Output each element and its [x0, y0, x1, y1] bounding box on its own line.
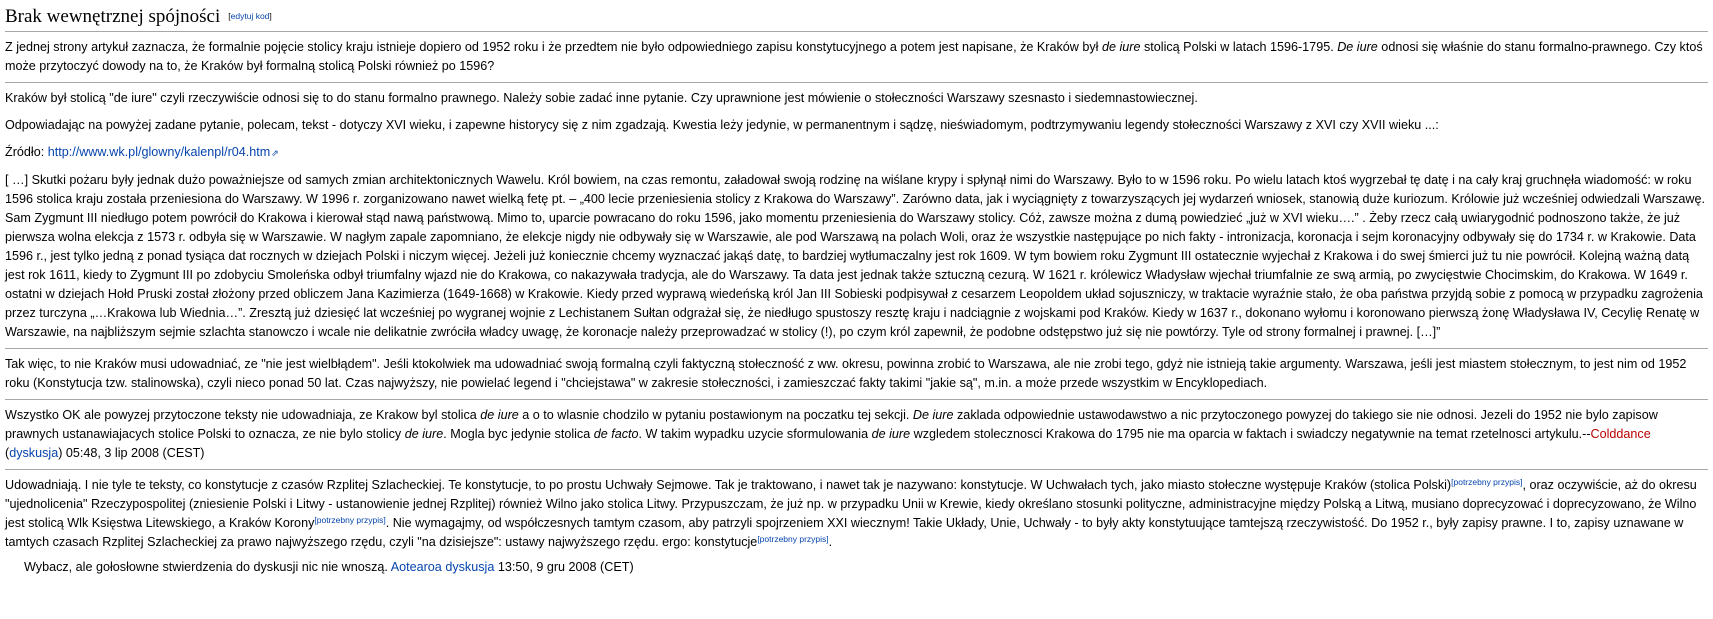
edit-source-link[interactable]: edytuj kod [230, 11, 270, 21]
reply-comment: Wybacz, ale gołosłowne stwierdzenia do dyskusji nic nie wnoszą. Aotearoa dyskusja 13:50, 9 gru 2008 (CET) [24, 560, 634, 574]
comment-text: Odpowiadając na powyżej zadane pytanie, polecam, tekst - dotyczy XVI wieku, i zapewne historycy się z nim zgadzają. Kwestia leży jedynie, w permanentnym i sądzę, nieświadomym, podtrzymywaniu legendy stołeczności Warszawy z XVI czy XVII wieku ...: [5, 118, 1439, 132]
source-line: Źródło: http://www.wk.pl/glowny/kalenpl/r04.htm ⇗ [5, 143, 1708, 163]
comment-text: Tak więc, to nie Kraków musi udowadniać, ze "nie jest wielbłądem". Jeśli ktokolwiek ma udowadniać swoją formalną czyli faktyczną stołeczność z ww. okresu, powinna zrobić to Warszawa, ale nie zrobi tego, gdyż nie istnieją takie argumenty. Warszawa, jeśli jest miastem stołecznym, to jest nim od 1952 roku (Konstytucja tzw. stalinowska), czyli nieco ponad 50 lat. Czas najwyższy, nie powielać legend i "chciejstawa" w zakresie stołeczności, i zamieszczać fakty takimi "jakie są", m.in. a może przede wszystkim w Encyklopediach. [5, 357, 1687, 390]
section-title: Brak wewnętrznej spójności [5, 6, 221, 27]
comment-text: Wszystko OK ale powyzej przytoczone teksty nie udowadniaja, ze Krakow byl stolica de iure a o to wlasnie chodzilo w pytaniu postawionym na poczatku tej sekcji. De iure zaklada odpowiednie ustawodawstwo a nic przytoczonego powyzej do takiego sie nie odnosi. Jezeli do 1952 nie bylo zapisow prawnych ustanawiajacych stolice Polski to oznacza, ze nie bylo stolicy de iure. Mogla byc jedynie stolica de facto. W takim wypadku uzycie sformulowania de iure wzgledem stolecznosci Krakowa do 1795 nie ma oparcia w faktach i swiadczy negatywnie na temat rzetelnosci artykulu.--Colddance (dyskusja) 05:48, 3 lip 2008 (CEST) [5, 408, 1658, 460]
comment-4 [5, 400, 1708, 470]
quoted-text: [ …] Skutki pożaru były jednak dużo poważniejsze od samych zmian architektonicznych Wawelu. Król bowiem, na czas remontu, załadował swoją rodzinę na wiślane krypy i spłynął nimi do Warszawy. Było to w 1596 roku. Po wielu latach ktoś wygrzebał tę datę i na cały kraj gruchnęła wiadomość: w roku 1596 stolica kraju została przeniesiona do Warszawy. W 1996 r. zorganizowano nawet wielką fetę pt. – „400 lecie przeniesienia stolicy z Krakowa do Warszawy”. Zarówno data, jak i wyciągnięty z towarzyszących jej wydarzeń wniosek, stanowią duże kuriozum. Królowie już wcześniej odwiedzali Warszawę. Sam Zygmunt III niedługo potem powrócił do Krakowa i kierował stąd nawą państwową. Mimo to, uparcie powracano do roku 1596, jako momentu przeniesienia do Warszawy stolicy. Cóż, zawsze można z dumą powiedzieć „już w XVI wieku….” . Żeby rzecz całą uwiarygodnić podnoszono także, że już pierwsza wolna elekcja z 1573 r. odbyła się w Warszawie. W nagłym zapale zapomniano, że elekcje nigdy nie odbywały się w Warszawie, ale pod Warszawą na polach Woli, oraz że wszystkie następujące po nich fakty - intronizacja, koronacja i sejm koronacyjny odbywały się do 1734 r. w Krakowie. Data 1596 r., jest tylko jedną z ponad tysiąca dat rocznych w dziejach Polski i niczym więcej. Jeżeli już koniecznie chcemy wyznaczać jakąś datę, to bardziej wytłumaczalny jest rok 1609. W tym bowiem roku Zygmunt III ostatecznie wyjechał z Krakowa i do swej śmierci już tu nie powrócił. Kolejną ważną datą jest rok 1611, kiedy to Zygmunt III po zdobyciu Smoleńska odbył triumfalny wjazd nie do Krakowa, co nakazywała tradycja, ale do Warszawy. Ta data jest jednak także sztuczną cezurą. W 1621 r. królewicz Władysław wjechał triumfalnie ze swą armią, po zwycięstwie Chocimskim, do Krakowa. W 1649 r. ostatni w dziejach Hołd Pruski został złożony przed obliczem Jana Kazimierza (1649-1668) w Krakowie. Kiedy przed wyprawą wiedeńską król Jan III Sobieski podpisywał z cesarzem Leopoldem układ sojuszniczy, w traktacie wyraźnie stało, że oba państwa przyjdą sobie z pomocą w przypadku zagrożenia przez turczyna „…Krakowa lub Wiednia…”. Zresztą już dziesięć lat wcześniej po wygranej wojnie z Lechistanem Sułtan odgrażał się, że niedługo spustoszy resztę kraju i nadciągnie z wojskami pod Kraków. Kiedy w 1637 r., dokonano wyłomu i koronowano pierwszą żonę Władysława IV, Cecylię Renatę w Warszawie, na najbliższym sejmie szlachta stanowczo i wcale nie delikatnie zwróciła władcy uwagę, że koronacje należy przeprowadzać w stolicy (!), po czym król zapewnił, że podobne odstępstwo już się nie powtórzy. Tyle od strony formalnej i prawnej. […]” [5, 173, 1705, 339]
comment-5 [5, 470, 1708, 577]
section-heading [5, 4, 1708, 32]
user-talk-link[interactable]: dyskusja [445, 560, 495, 574]
user-link-colddance[interactable]: Colddance [1590, 427, 1651, 441]
comment-2 [5, 83, 1708, 349]
citation-needed-link[interactable]: [potrzebny przypis] [1451, 477, 1523, 487]
comment-3 [5, 349, 1708, 400]
comment-1 [5, 32, 1708, 83]
signature-timestamp: ) 05:48, 3 lip 2008 (CEST) [58, 446, 205, 460]
citation-needed-link[interactable]: [potrzebny przypis] [757, 534, 829, 544]
comment-text: Udowadniają. I nie tyle te teksty, co konstytucje z czasów Rzplitej Szlacheckiej. Te konstytucje, to po prostu Uchwały Sejmowe. Tak je traktowano, i nawet tak je nazywano: konstytucje. W Uchwałach tych, jako miasto stołeczne występuje Kraków (stolica Polski)[potrzebny przypis], oraz oczywiście, aż do okresu "ujednolicenia" Rzeczypospolitej (zniesienie Polski i Litwy - ustanowienie jednej Rzplitej) również Wilno jako stolica Litwy. Przypuszczam, że już np. w przypadku Unii w Krewie, kiedy określano stosunki polityczne, administracyjne między Polską a Litwą, musiano doprecyzować i doprecyzowano, że Wilno jest stolicą Wlk Księstwa Litewskiego, a Kraków Korony[potrzebny przypis]. Nie wymagajmy, od współczesnych tamtym czasom, aby patrzyli spojrzeniem XXI wiecznym! Takie Układy, Unie, Uchwały - to były akty konstytuujące tamtejszą rzeczywistość. Do 1952 r., były zapisy prawne. I to, zapisy uznawane w tamtych czasach Rzplitej Szlacheckiej za prawo najwyższego rzędu, czyli "na dzisiejsze": ustawy najwyższego rzędu. ergo: konstytucje[potrzebny przypis]. [5, 477, 1697, 549]
user-link-aotearoa[interactable]: Aotearoa [390, 560, 442, 574]
edit-section: [edytuj kod] [228, 11, 272, 21]
user-talk-link[interactable]: dyskusja [9, 446, 59, 460]
signature-timestamp: 13:50, 9 gru 2008 (CET) [494, 560, 634, 574]
comment-text: Z jednej strony artykuł zaznacza, że formalnie pojęcie stolicy kraju istnieje dopiero od 1952 roku i że przedtem nie było odpowiedniego zapisu konstytucyjnego a potem jest napisane, że Kraków był de iure stolicą Polski w latach 1596-1795. De iure odnosi się właśnie do stanu formalno-prawnego. Czy ktoś może przytoczyć dowody na to, że Kraków był formalną stolicą Polski również po 1596? [5, 40, 1703, 73]
citation-needed-link[interactable]: [potrzebny przypis] [314, 515, 386, 525]
comment-text: Kraków był stolicą "de iure" czyli rzeczywiście odnosi się to do stanu formalno prawnego. Należy sobie zadać inne pytanie. Czy uprawnione jest mówienie o stołeczności Warszawy szesnasto i siedemnastowiecznej. [5, 91, 1198, 105]
source-external-link[interactable]: http://www.wk.pl/glowny/kalenpl/r04.htm ⇗ [48, 145, 279, 159]
